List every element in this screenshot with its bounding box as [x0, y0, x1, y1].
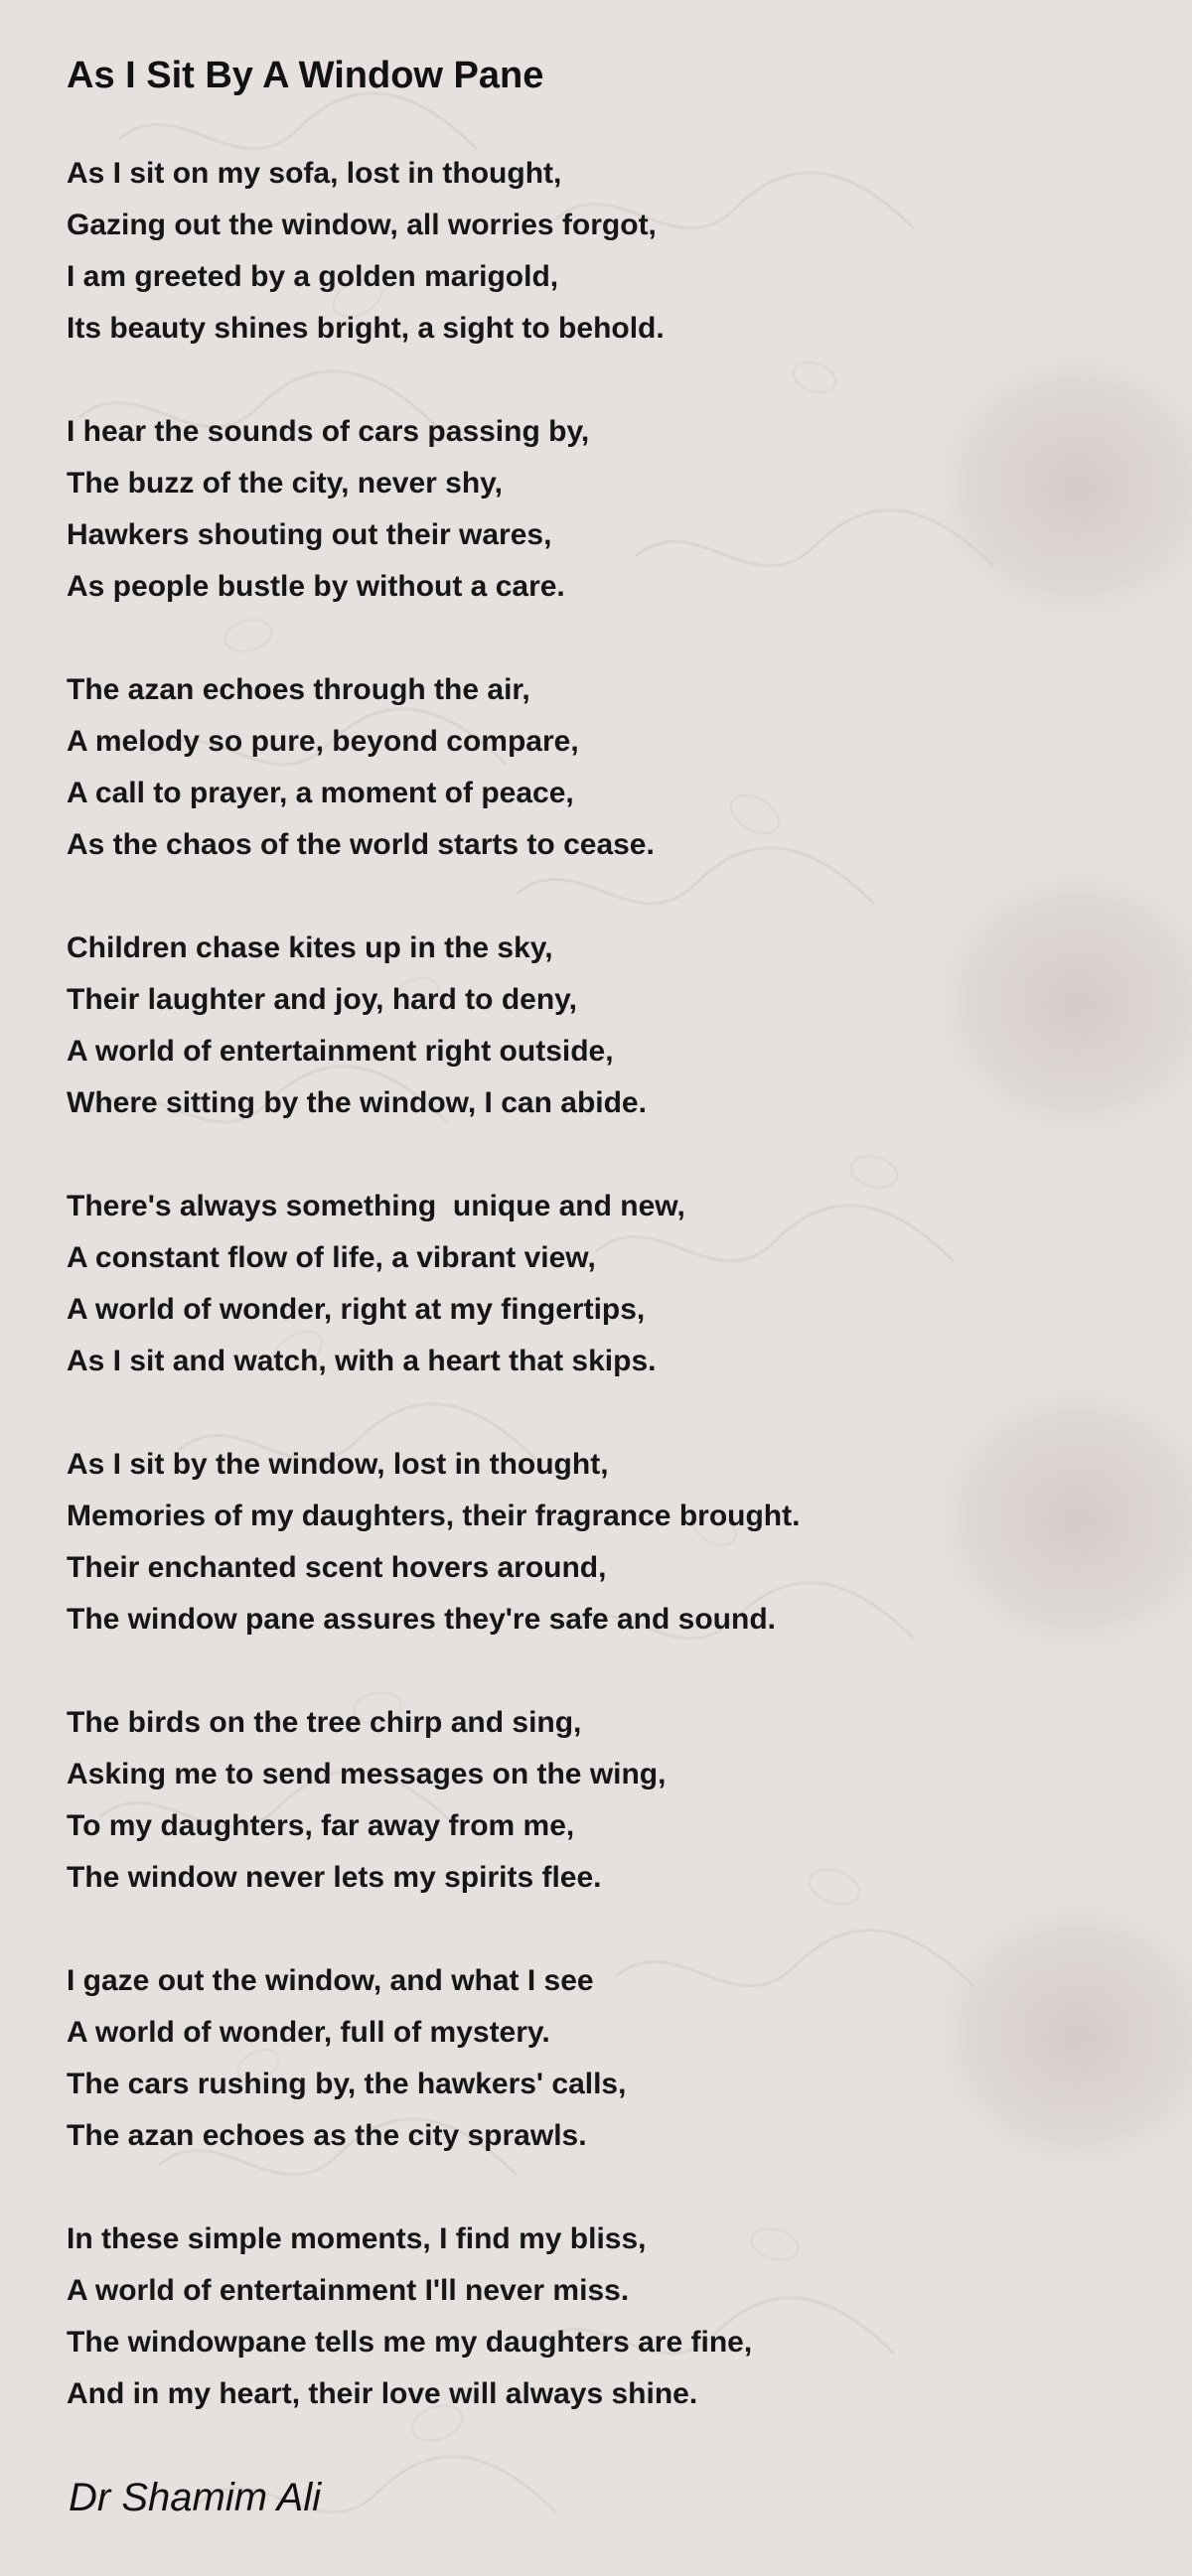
poem-body: [67, 148, 800, 2472]
stanza-2: [67, 406, 800, 613]
poem-line: To my daughters, far away from me,: [67, 1809, 575, 1842]
stanza-3: [67, 664, 800, 871]
poem-line: As I sit and watch, with a heart that skips.: [67, 1345, 657, 1377]
poem-line: A melody so pure, beyond compare,: [67, 725, 579, 758]
poem-line: The azan echoes through the air,: [67, 673, 530, 706]
poem-line: A world of entertainment I'll never miss.: [67, 2274, 630, 2307]
poem-line: Memories of my daughters, their fragrance brought.: [67, 1500, 801, 1532]
poem-line: Hawkers shouting out their wares,: [67, 518, 552, 551]
poem-line: As I sit by the window, lost in thought,: [67, 1448, 609, 1481]
poem-line: Gazing out the window, all worries forgot,: [67, 209, 657, 241]
stanza-9: [67, 2214, 800, 2420]
poem-line: As I sit on my sofa, lost in thought,: [67, 157, 562, 190]
poem-line: The cars rushing by, the hawkers' calls,: [67, 2068, 627, 2100]
author-signature: Dr Shamim Ali: [69, 2476, 322, 2519]
stanza-8: [67, 1955, 800, 2162]
poem-line: A world of wonder, right at my fingertips,: [67, 1293, 646, 1326]
poem-line: The windowpane tells me my daughters are fine,: [67, 2326, 753, 2359]
stanza-7: [67, 1697, 800, 1904]
poem-line: Asking me to send messages on the wing,: [67, 1758, 667, 1790]
poem-title: As I Sit By A Window Pane: [67, 55, 544, 96]
poem-line: There's always something unique and new,: [67, 1190, 685, 1222]
stanza-1: [67, 148, 800, 355]
poem-line: As people bustle by without a care.: [67, 570, 565, 603]
poem-line: A call to prayer, a moment of peace,: [67, 777, 574, 809]
poem-line: Children chase kites up in the sky,: [67, 931, 553, 964]
poem-line: I am greeted by a golden marigold,: [67, 260, 559, 293]
poem-line: A constant flow of life, a vibrant view,: [67, 1241, 596, 1274]
poem-line: The buzz of the city, never shy,: [67, 467, 503, 500]
poem-line: In these simple moments, I find my bliss,: [67, 2222, 647, 2255]
poem-line: Its beauty shines bright, a sight to behold.: [67, 312, 665, 345]
poem-line: The azan echoes as the city sprawls.: [67, 2119, 587, 2152]
poem-line: The window never lets my spirits flee.: [67, 1861, 602, 1894]
poem-line: And in my heart, their love will always shine.: [67, 2377, 698, 2410]
poem-line: Their enchanted scent hovers around,: [67, 1551, 607, 1584]
poem-line: Their laughter and joy, hard to deny,: [67, 983, 577, 1016]
stanza-6: [67, 1439, 800, 1646]
stanza-5: [67, 1181, 800, 1387]
poem-line: The birds on the tree chirp and sing,: [67, 1706, 582, 1739]
poem-line: As the chaos of the world starts to cease.: [67, 828, 655, 861]
poem-line: Where sitting by the window, I can abide.: [67, 1086, 647, 1119]
stanza-4: [67, 923, 800, 1129]
poem-line: The window pane assures they're safe and sound.: [67, 1603, 776, 1636]
poem-line: I hear the sounds of cars passing by,: [67, 415, 590, 448]
poem-line: I gaze out the window, and what I see: [67, 1964, 594, 1997]
poem-line: A world of entertainment right outside,: [67, 1035, 614, 1068]
ink-blots: [919, 338, 1192, 2185]
poem-line: A world of wonder, full of mystery.: [67, 2016, 550, 2049]
